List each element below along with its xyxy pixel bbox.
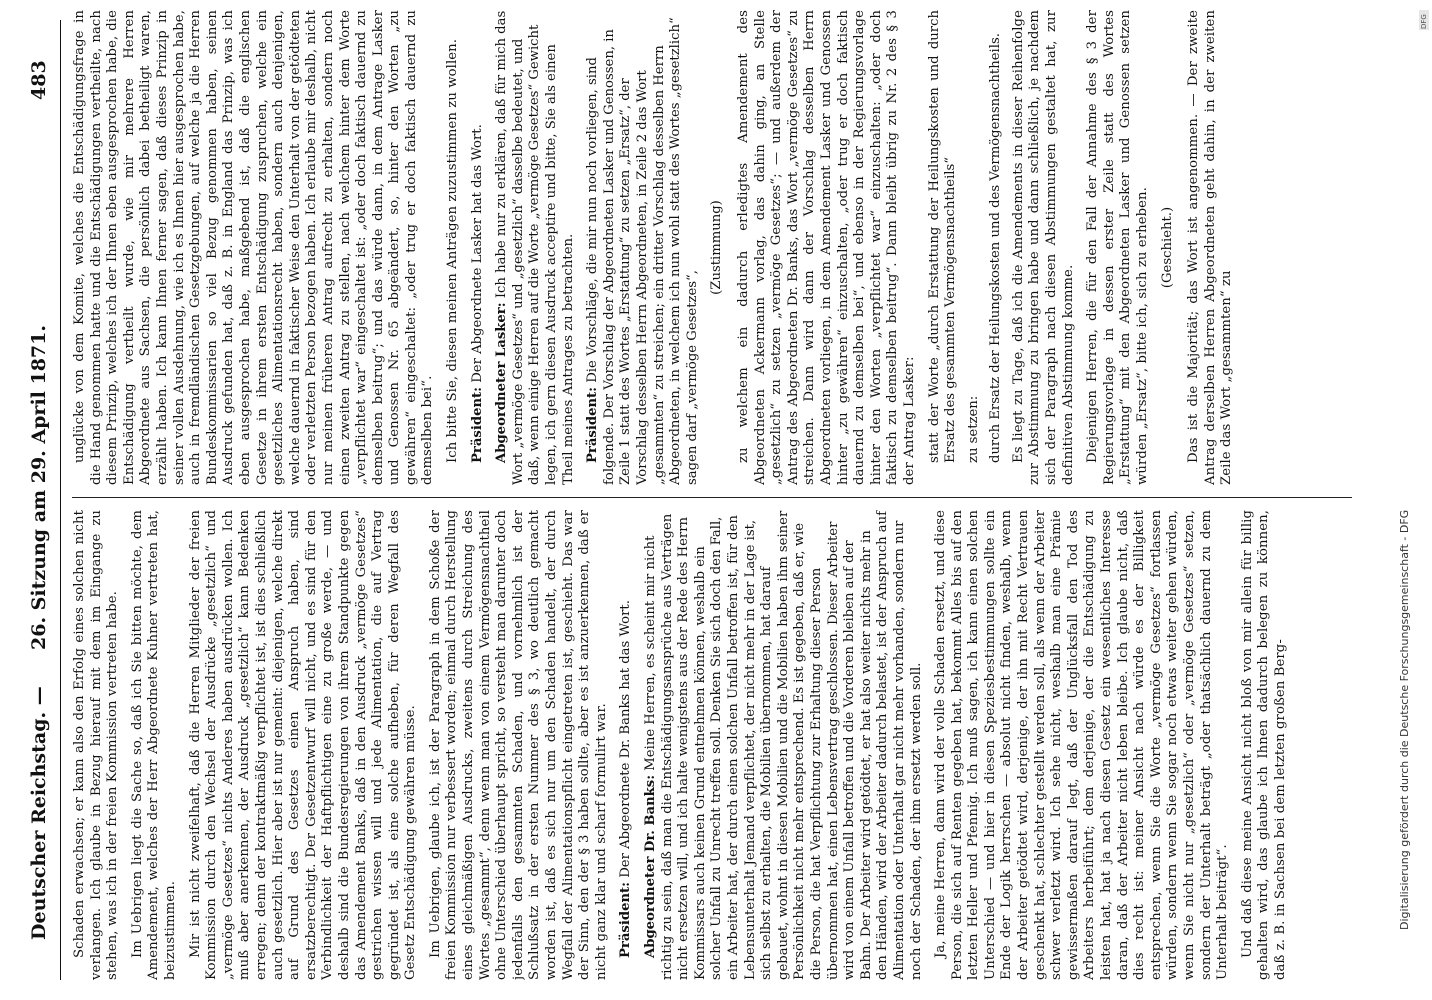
speaker-paragraph <box>494 10 577 485</box>
speech-text: Meine Herren, es scheint mir nicht richtig zu sein, daß man die Entschädigungsansprüche aus Verträgen nicht ersetzen will, und ich halte wenigstens aus der Rede des Herrn Kommissars auch keinen Grund entnehmen können, weshalb ein solcher Unfall zu Unrecht treffen soll. Denken Sie sich doch den Fall, ein Arbeiter hat, der durch einen solchen Unfall betroffen ist, für den Lebensunterhalt Jemand verpflichtet, der nicht mehr in der Lage ist, sich selbst zu erhalten, die Mobilien übernommen, hat darauf gebauet, wohnt in diesen Mobilien und die Mobilien haben ihm seiner Persönlichkeit nicht mehr entsprechend. Es ist gegeben, daß er, wie die Person, die hat Verpflichtung zur Erhaltung dieser Person übernommen hat, einen Lebensvertrag geschlossen. Dieser Arbeiter wird von einem Unfall betroffen und die Vorderen bleiben auf der Bahn. Der Arbeiter wird getödtet, er hat also weiter nichts mehr in den Händen, wird der Arbeiter dadurch belastet, ist der Anspruch auf Alimentation oder Unterhalt gar nicht mehr vorhanden, sondern nur noch der Schaden, der ihm ersetzt werden soll. <box>643 510 924 980</box>
speaker-name: Präsident: <box>469 386 485 463</box>
paragraph: Im Uebrigen, glaube ich, ist der Paragraph in dem Schoße der freien Kommission nur verbessert worden; einmal durch Herstellung eines gleichmäßigen Ausdrucks, zweitens durch Streichung des Wortes „gesammt“, denn wenn man von einem Vermögensnachtheil ohne Unterschied überhaupt spricht, so versteht man darunter doch jedenfalls den gesammten Schaden, und vornehmlich ist der Schlußsatz in der ersten Nummer des § 3, wo deutlich gemacht worden ist, daß es sich nur um den Schaden handelt, der durch Wegfall der Alimentationspflicht eingetreten ist, geschieht. Das war der Sinn, den der § 3 haben sollte, aber es ist anzuerkennen, daß er nicht ganz klar und scharf formulirt war. <box>427 510 609 980</box>
paragraph: Das ist die Majorität; das Wort ist angenommen. — Der zweite Antrag derselben Herren Abgeordneten geht dahin, in der zweiten Zeile das Wort „gesammten“ zu <box>1186 10 1235 485</box>
quoted-amendment: zu setzen: <box>965 395 981 463</box>
speaker-name: Präsident: <box>618 881 634 958</box>
paragraph: Mir ist nicht zweifelhaft, daß die Herren Mitglieder der freien Kommission durch den Wechsel der Ausdrücke „gesetzlich“ und „vermöge Gesetzes“ nichts Anderes haben ausdrücken wollen. Ich muß aber anerkennen, der Ausdruck „gesetzlich“ kann Bedenken erregen; denn der kontraktmäßig verpflichtet ist, ist dies schließlich auch gesetzlich. Hier aber ist nur gemeint: diejenigen, welche direkt auf Grund des Gesetzes einen Anspruch haben, sind ersatzberechtigt. Der Gesetzentwurf will nicht, und es sind für den Verbindlichkeit der Haftpflichtigen eine zu große werde, — und deshalb sind die Bundesregierungen von ihrem Standpunkte gegen das Amendement Banks, daß in den Ausdruck „vermöge Gesetzes“ gestrichen wissen will und jede Alimentation, die auf Vertrag gegründet ist, als eine solche aufheben, für deren Wegfall des Gesetz Entschädigung gewähren müsse. <box>187 510 419 980</box>
speaker-paragraph <box>643 510 925 980</box>
speech-text: Der Abgeordnete Lasker hat das Wort. <box>469 124 485 383</box>
speech-text: Die Vorschläge, die mir nun noch vorliegen, sind folgende. Der Vorschlag der Abgeordneten Lasker und Genossen, in Zeile 1 statt des Wortes „Erstattung“ zu setzen „Ersatz“, der Vorschlag desselben Herrn Abgeordneten, in Zeile 2 das Wort „gesammten“ zu streichen; ein dritter Vorschlag desselben Herrn Abgeordneten, in welchem ich nun wohl statt des Wortes „gesetzlich“ sagen darf „vermöge Gesetzes“, <box>585 17 700 485</box>
paragraph: unglücke von dem Komite, welches die Entschädigungsfrage in die Hand genommen hatte und die Entschädigungen vertheilte, nach diesem Prinzip, welches ich der Ihnen eben ausgesprochen habe, die Entschädigung vertheilt wurde, wie mir mehrere Herren Abgeordnete aus Sachsen, die persönlich dabei betheiligt waren, erzählt haben. Ich kann Ihnen ferner sagen, daß dieses Prinzip in seiner vollen Ausdehnung, wie ich es Ihnen hier ausgesprochen habe, auch in fremdländischen Gesetzgebungen, auf welche ja die Herren Bundeskommissarien so viel Bezug genommen haben, seinen Ausdruck gefunden hat, daß z. B. in England das Prinzip, was ich eben ausgesprochen habe, maßgebend ist, daß die englischen Gesetze in ihrem ersten Entschädigung zuspruchen, welche ein gesetzliches Alimentationsrecht haben, sondern auch denjenigen, welche dauernd in faktischer Weise den Unterhalt von der getödteten oder verletzten Person bezogen haben. Ich erlaube mir deshalb, nicht nur meinen früheren Antrag aufrecht zu erhalten, sondern noch einen zweiten Antrag zu stellen, nach welchem hinter dem Worte „verpflichtet war“ eingeschaltet ist: „oder doch faktisch dauernd zu demselben beitrug“; und das würde dann, in dem Antrage Lasker und Genossen Nr. 65 abgeändert, so, hinter den Worten „zu gewähren“ eingeschaltet: „oder trug er doch faktisch dauernd zu demselben bei“. <box>72 10 436 485</box>
dfg-logo <box>1419 10 1429 30</box>
column-divider <box>72 497 1352 498</box>
speech-text: Ich habe nur zu erklären, daß für mich das Wort „vermöge Gesetzes“ und „gesetzlich“ dasselbe bedeutet, und daß, wenn einige Herren auf die Worte „vermöge Gesetzes“ Gewicht legen, ich gern diesen Ausdruck acceptire und bitte, Sie als einen Theil meines Antrages zu betrachten. <box>494 10 576 485</box>
paragraph: Im Uebrigen liegt die Sache so, daß ich Sie bitten möchte, dem Amendement, welches der Herr Abgeordnete Kuhner vertreten hat, beizustimmen. <box>129 510 178 980</box>
page-number: 483 <box>28 60 50 100</box>
right-column <box>72 10 1352 485</box>
speaker-paragraph <box>470 10 487 485</box>
speaker-name: Abgeordneter Dr. Banks: <box>643 774 658 958</box>
session-date: 26. Sitzung am 29. April 1871. <box>28 325 50 650</box>
stage-direction: (Geschieht.) <box>1159 206 1175 289</box>
stage-direction: (Zustimmung) <box>709 200 725 295</box>
paragraph: Diejenigen Herren, die für den Fall der Annahme des § 3 der Regierungsvorlage in dessen erster Zeile statt des Wortes „Erstattung“ mit den Abgeordneten Lasker und Genossen setzen würden „Ersatz“, bitte ich, sich zu erheben. <box>1085 10 1151 485</box>
quoted-amendment: durch Ersatz der Heilungskosten und des Vermögensnachtheils. <box>988 33 1004 463</box>
speaker-name: Präsident: <box>585 386 601 463</box>
paragraph: Ich bitte Sie, diesen meinen Anträgen zuzustimmen zu wollen. <box>445 38 461 463</box>
credit-text: Digitalisierung gefördert durch die Deutsche Forschungsgemeinschaft - DFG <box>1398 509 1411 930</box>
left-column <box>72 510 1352 980</box>
speech-text: Der Abgeordnete Dr. Banks hat das Wort. <box>618 600 634 878</box>
paragraph: Und daß diese meine Ansicht nicht bloß von mir allein für billig gehalten wird, das glaube ich Ihnen dadurch belegen zu können, daß z. B. in Sachsen bei dem letzten großen Berg- <box>1239 510 1288 980</box>
speaker-name: Abgeordneter Lasker: <box>494 302 510 463</box>
paragraph: zu welchem ein dadurch erledigtes Amendement des Abgeordneten Ackermann vorlag, das dahin ging, an Stelle „gesetzlich“ zu setzen „vermöge Gesetzes“; — und außerdem der Antrag des Abgeordneten Dr. Banks, das Wort „vermöge Gesetzes“ zu streichen. Dann wird dann der Vorschlag desselben Herrn Abgeordneten vorliegen, in dem Amendement Lasker und Genossen hinter „zu gewähren“ einzuschalten, „oder trug er doch faktisch dauernd zu demselben bei“, und ebenso in der Regierungsvorlage hinter den Worten „verpflichtet war“ einzuschalten: „oder doch faktisch zu demselben beitrug“. Dann bleibt übrig zu Nr. 2 des § 3 der Antrag Lasker: <box>735 10 917 485</box>
dfg-logo-text: DFG <box>1420 14 1428 29</box>
speaker-paragraph <box>585 10 701 485</box>
speaker-paragraph <box>618 510 635 980</box>
paragraph: Schaden erwachsen; er kann also den Erfolg eines solchen nicht verlangen. Ich glaube in Bezug hierauf mit dem im Eingange zu stehen, was ich in der freien Kommission vertreten habe. <box>72 510 121 980</box>
quoted-amendment: statt der Worte „durch Erstattung der Heilungskosten und durch Ersatz des gesammten Vermögensnachtheils“ <box>926 10 959 463</box>
paragraph: Es liegt zu Tage, daß ich die Amendements in dieser Reihenfolge zur Abstimmung zu bringen habe und dann schließlich, je nachdem sich der Paragraph nach diesen Abstimmungen gestaltet hat, zur definitiven Abstimmung komme. <box>1010 10 1076 485</box>
publication-title: Deutscher Reichstag. — <box>28 686 50 940</box>
page-header <box>20 20 61 980</box>
paragraph: Ja, meine Herren, dann wird der volle Schaden ersetzt, und diese Person, die sich auf Renten gegeben hat, bekommt Alles bis auf den letzten Heller und Pfennig. Ich muß sagen, ich kann einen solchen Unterschied — und hier in diesen Speziesbestimmungen sollte ein Ende der Logik herrschen — absolut nicht finden, weshalb, wenn der Arbeiter getödtet wird, derjenige, der ihn mit Recht Vertrauen geschenkt hat, schlechter gestellt werden soll, als wenn der Arbeiter schwer verletzt wird. Ich sehe nicht, weshalb man eine Prämie gewissermaßen darauf legt, daß der Unglücksfall den Tod des Arbeiters herbeiführt; dem derjenige, der die Entschädigung zu leisten hat, hat ja nach diesen Gesetz ein wesentliches Interesse daran, daß der Arbeiter nicht leben bleibe. Ich glaube nicht, daß dies recht ist: meiner Ansicht nach würde es der Billigkeit entsprechen, wenn Sie die Worte „vermöge Gesetzes“ fortlassen würden, sondern wenn Sie sogar noch etwas weiter gehen würden, wenn Sie nicht nur „gesetzlich“ oder „vermöge Gesetzes“ setzen, sondern der Unterhalt beträgt „oder thatsächlich dauernd zu dem Unterhalt beiträgt“. <box>933 510 1231 980</box>
